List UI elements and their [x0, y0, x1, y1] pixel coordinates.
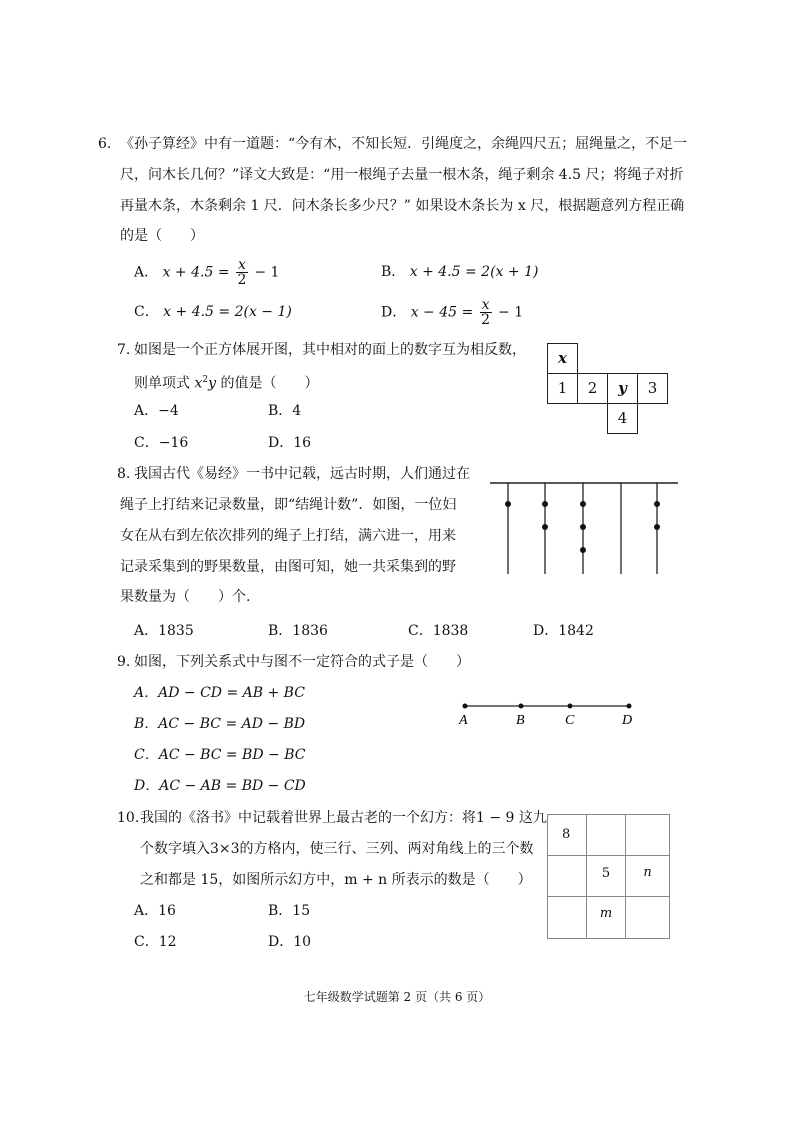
question-text: 如图，下列关系式中与图不一定符合的式子是（ ） [134, 654, 470, 670]
net-cell: 1 [547, 373, 578, 404]
point-b [519, 704, 524, 709]
option-b[interactable]: B．1836 [268, 623, 328, 639]
magic-cell: 8 [547, 814, 587, 856]
option-c[interactable]: C．1838 [408, 623, 469, 639]
magic-cell [625, 896, 670, 939]
question-text: 《孙子算经》中有一道题：“今有木，不知长短．引绳度之，余绳四尺五；屈绳量之，不足一 [120, 136, 688, 152]
knot [654, 501, 660, 507]
magic-cell: 5 [586, 855, 626, 897]
fraction: $\frac{x}{2}$ [481, 297, 491, 328]
option-expr: x + 4.5 = 2(x + 1) [409, 264, 539, 280]
magic-cell: n [625, 855, 670, 897]
option-c[interactable]: C．12 [134, 934, 177, 950]
question-text: 的是（ ） [120, 228, 204, 244]
option-a[interactable]: A．−4 [134, 403, 179, 419]
point-label: B [516, 713, 525, 728]
option-label: A． [134, 264, 159, 281]
line-segment-figure [455, 698, 640, 728]
magic-cell [625, 814, 670, 856]
option-a[interactable]: A．1835 [134, 623, 194, 639]
option-b[interactable]: B．15 [268, 903, 311, 919]
question-number: 6. [98, 136, 112, 152]
point-c [568, 704, 573, 709]
page-footer: 七年级数学试题第 2 页（共 6 页） [303, 990, 491, 1004]
question-number: 7. [117, 342, 131, 358]
option-expr: x + 4.5 = 2(x − 1) [163, 304, 292, 320]
magic-cell [547, 896, 587, 939]
option-expr: x − 45 = [410, 304, 474, 321]
question-number: 9. [117, 654, 131, 670]
question-number: 10. [117, 810, 140, 826]
option-c[interactable]: C．AC − BC = BD − BC [134, 747, 306, 763]
knot-rope-figure [490, 478, 680, 578]
knot [505, 501, 511, 507]
option-d[interactable]: D．10 [268, 934, 312, 950]
question-text: 我国古代《易经》一书中记载，远古时期，人们通过在 [134, 466, 470, 482]
option-label: C． [134, 304, 159, 320]
question-text: 再量木条，木条剩余 1 尺．问木条长多少尺？” 如果设木条长为 x 尺，根据题意列方程正确 [120, 198, 685, 214]
question-text: 记录采集到的野果数量，由图可知，她一共采集到的野 [120, 559, 456, 575]
option-label: B． [381, 264, 406, 280]
option-a[interactable] [134, 258, 279, 287]
magic-cell: m [586, 896, 626, 939]
net-cell: 4 [607, 403, 638, 434]
net-cell: 2 [577, 373, 608, 404]
net-cell: 3 [637, 373, 668, 404]
question-text: 我国的《洛书》中记载着世界上最古老的一个幻方：将1 − 9 这九 [140, 810, 547, 826]
option-b[interactable]: B．AC − BC = AD − BD [134, 716, 306, 732]
option-d[interactable]: D．AC − AB = BD − CD [134, 778, 306, 794]
point-a [463, 704, 468, 709]
point-label: D [622, 713, 633, 728]
knot [654, 524, 660, 530]
net-cell: y [607, 373, 638, 404]
knot [542, 501, 548, 507]
net-cell: x [547, 343, 578, 374]
question-text: 绳子上打结来记录数量，即“结绳计数”．如图，一位妇 [120, 497, 457, 513]
question-text: 尺，问木长几何？”译文大致是：“用一根绳子去量一根木条，绳子剩余 4.5 尺；将绳子对折 [120, 167, 684, 183]
option-c[interactable] [134, 302, 292, 322]
point-label: A [459, 713, 468, 728]
option-a[interactable]: A．16 [134, 903, 176, 919]
question-text: 则单项式 $x^2y$ 的值是（ ） [134, 375, 319, 392]
knot [542, 524, 548, 530]
option-b[interactable] [381, 262, 538, 282]
option-expr: x + 4.5 = [162, 264, 230, 281]
knot [580, 524, 586, 530]
point-d [627, 704, 632, 709]
question-text: 果数量为（ ）个. [120, 589, 251, 605]
question-text: 个数字填入3×3的方格内，使三行、三列、两对角线上的三个数 [140, 841, 534, 857]
option-expr: − 1 [498, 304, 524, 321]
question-text: 如图是一个正方体展开图，其中相对的面上的数字互为相反数， [134, 342, 526, 358]
question-number: 8. [117, 466, 131, 482]
option-expr: − 1 [254, 264, 280, 281]
option-d[interactable]: D．1842 [533, 623, 594, 639]
question-text: 之和都是 15，如图所示幻方中，m + n 所表示的数是（ ） [140, 872, 532, 888]
knot [580, 547, 586, 553]
option-d[interactable] [381, 298, 523, 327]
point-label: C [565, 713, 575, 728]
magic-cell [547, 855, 587, 897]
fraction: $\frac{x}{2}$ [237, 257, 247, 288]
knot [580, 501, 586, 507]
option-label: D． [381, 304, 407, 321]
option-a[interactable]: A．AD − CD = AB + BC [134, 685, 305, 701]
option-d[interactable]: D．16 [268, 435, 312, 451]
question-text: 女在从右到左依次排列的绳子上打结，满六进一，用来 [120, 528, 456, 544]
magic-cell [586, 814, 626, 856]
option-c[interactable]: C．−16 [134, 435, 189, 451]
option-b[interactable]: B．4 [268, 403, 302, 419]
